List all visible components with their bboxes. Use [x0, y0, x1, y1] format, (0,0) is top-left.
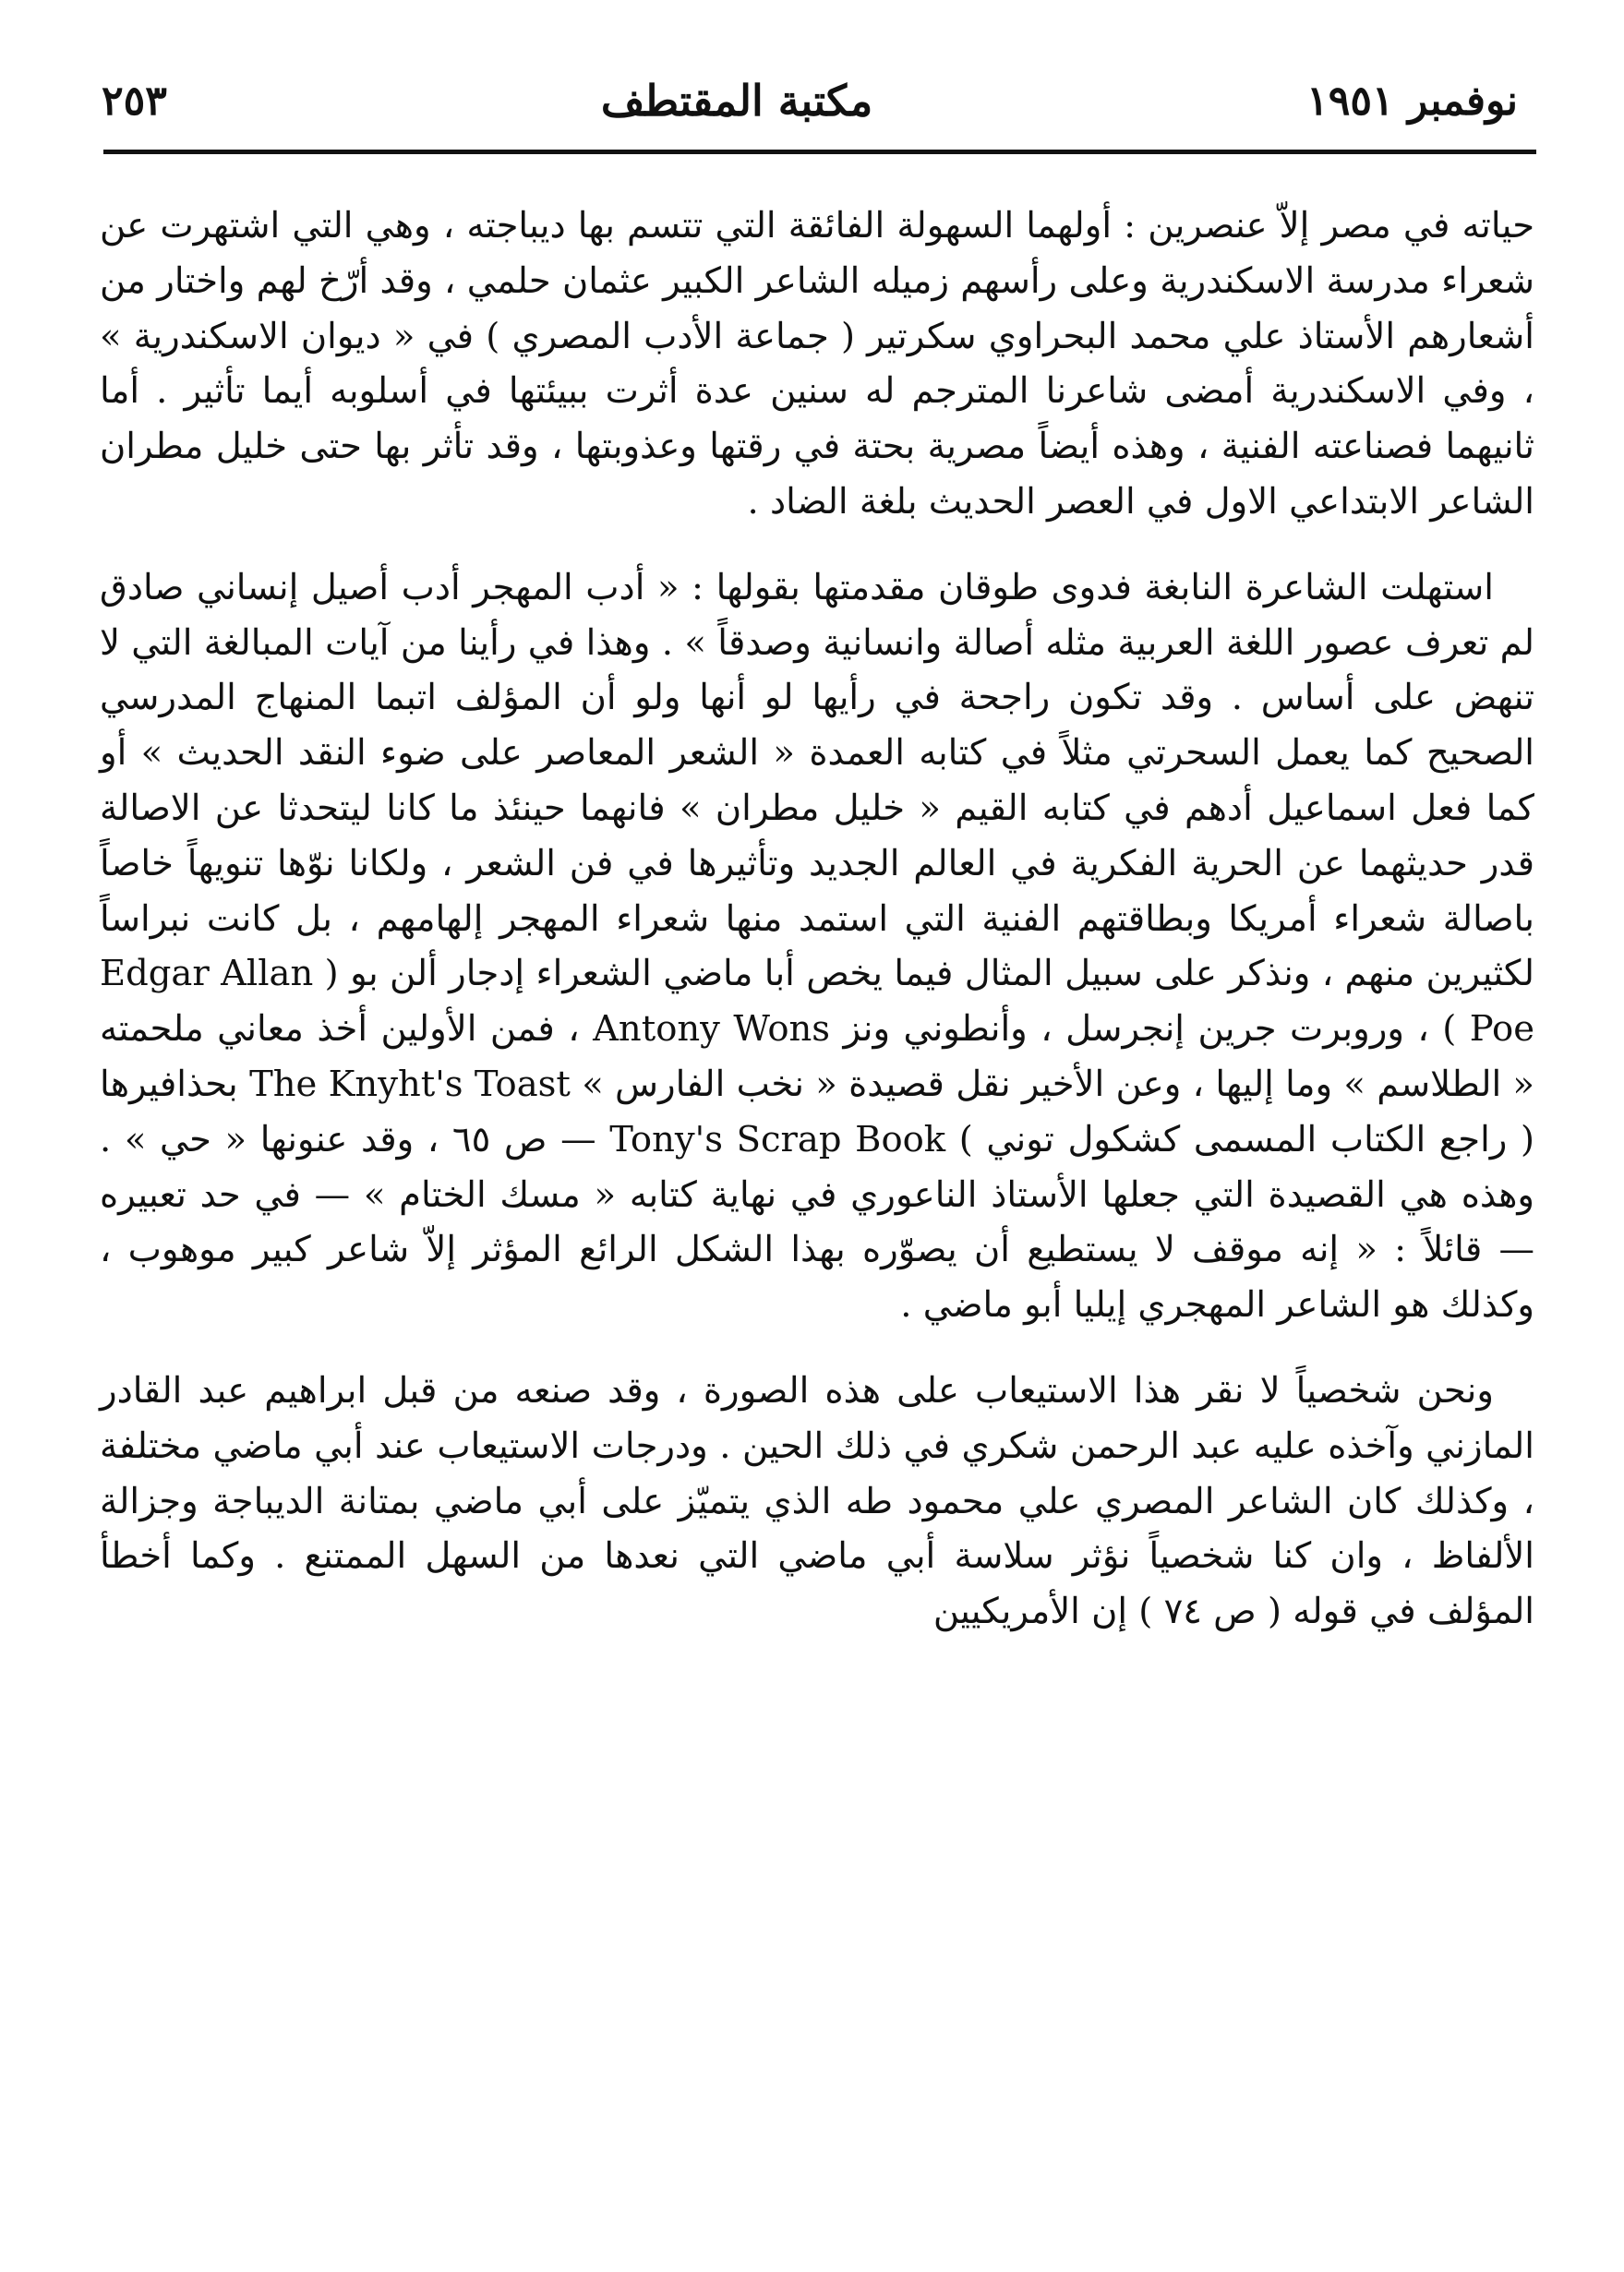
- issue-date: نوفمبر ١٩٥١: [1306, 78, 1518, 125]
- paragraph: استهلت الشاعرة النابغة فدوى طوقان مقدمتها بقولها : « أدب المهجر أدب أصيل إنساني صادق لم تعرف عصور اللغة العربية مثله أصالة وانسانية وصدقاً » . وهذا في رأينا من آيات المبالغة التي لا تنهض على أساس . وقد تكون راجحة في رأيها لو أنها ولو أن المؤلف اتبما المنهاج المدرسي الصحيح كما يعمل السحرتي مثلاً في كتابه العمدة « الشعر المعاصر على ضوء النقد الحديث » أو كما فعل اسماعيل أدهم في كتابه القيم « خليل مطران » فانهما حينئذ ما كانا ليتحدثا عن الاصالة قدر حديثهما عن الحرية الفكرية في العالم الجديد وتأثيرها في فن الشعر ، ولكانا نوّها تنويهاً خاصاً باصالة شعراء أمريكا وبطاقتهم الفنية التي استمد منها شعراء المهجر إلهامهم ، بل كانت نبراساً لكثيرين منهم ، ونذكر على سبيل المثال فيما يخص أبا ماضي الشعراء إدجار ألن بو ( Edgar Allan Poe ) ، وروبرت جرين إنجرسل ، وأنطوني ونز Antony Wons ، فمن الأولين أخذ معاني ملحمته « الطلاسم » وما إليها ، وعن الأخير نقل قصيدة « نخب الفارس » The Knyht's Toast بحذافيرها ( راجع الكتاب المسمى كشكول توني ) Tony's Scrap Book — ص ٦٥ ، وقد عنونها « حي » . وهذه هي القصيدة التي جعلها الأستاذ الناعوري في نهاية كتابه « مسك الختام » — في حد تعبيره — قائلاً : « إنه موقف لا يستطيع أن يصوّره بهذا الشكل الرائع المؤثر إلاّ شاعر كبير موهوب ، وكذلك هو الشاعر المهجري إيليا أبو ماضي .: [100, 566, 1535, 1327]
- paragraph: ونحن شخصياً لا نقر هذا الاستيعاب على هذه الصورة ، وقد صنعه من قبل ابراهيم عبد القادر المازني وآخذه عليه عبد الرحمن شكري في ذلك الحين . ودرجات الاستيعاب عند أبي ماضي مختلفة ، وكذلك كان الشاعر المصري علي محمود طه الذي يتميّز على أبي ماضي بمتانة الديباجة وجزالة الألفاظ ، وان كنا شخصياً نؤثر سلاسة أبي ماضي التي نعدها من السهل الممتنع . وكما أخطأ المؤلف في قوله ( ص ٧٤ ) إن الأمريكيين: [100, 1369, 1534, 1633]
- paragraph-continuation: حياته في مصر إلاّ عنصرين : أولهما السهولة الفائقة التي تتسم بها ديباجته ، وهي التي اشتهرت عن شعراء مدرسة الاسكندرية وعلى رأسهم زميله الشاعر الكبير عثمان حلمي ، وقد أرّخ لهم واختار من أشعارهم الأستاذ علي محمد البحراوي سكرتير ( جماعة الأدب المصري ) في « ديوان الاسكندرية » ، وفي الاسكندرية أمضى شاعرنا المترجم له سنين عدة أثرت ببيئتها في أسلوبه أيما تأثير . أما ثانيهما فصناعته الفنية ، وهذه أيضاً مصرية بحتة في رقتها وعذوبتها ، وقد تأثر بها حتى خليل مطران الشاعر الابتداعي الاول في العصر الحديث بلغة الضاد .: [100, 205, 1534, 523]
- journal-title: مكتبة المقتطف: [600, 76, 873, 126]
- header-rule: [103, 150, 1536, 154]
- page-number: ٢٥٣: [102, 78, 167, 125]
- article-body: [92, 198, 1536, 1640]
- running-header: [92, 37, 1536, 126]
